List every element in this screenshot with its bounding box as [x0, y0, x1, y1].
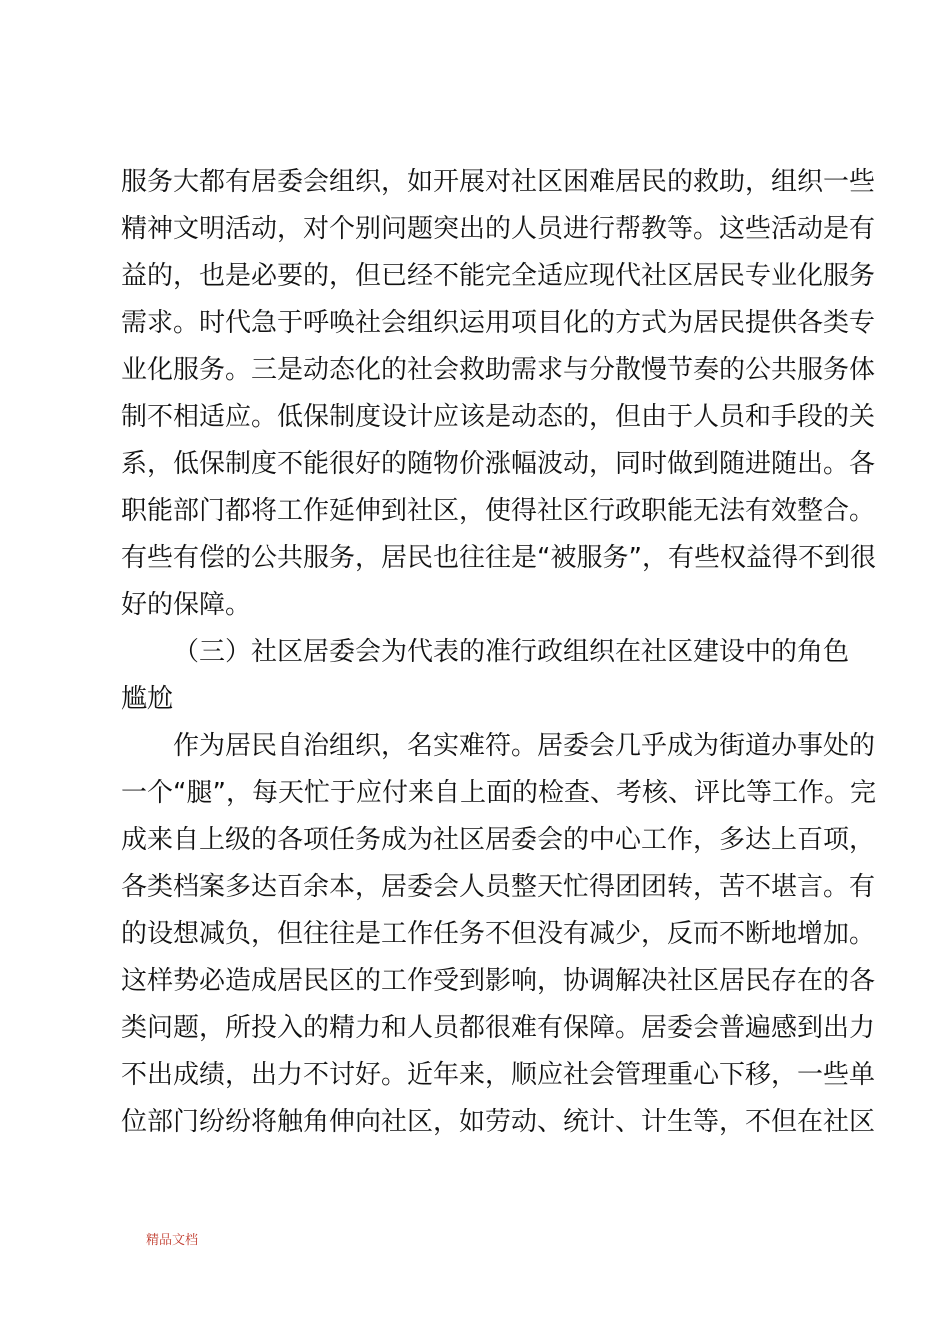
text-line: 各类档案多达百余本，居委会人员整天忙得团团转，苦不堪言。有 — [121, 872, 876, 902]
footer-watermark: 精品文档 — [146, 1233, 199, 1248]
text-line: 有些有偿的公共服务，居民也往往是“被服务”，有些权益得不到很 — [121, 543, 876, 573]
text-line: 位部门纷纷将触角伸向社区，如劳动、统计、计生等，不但在社区 — [121, 1107, 876, 1137]
section-heading: （三）社区居委会为代表的准行政组织在社区建设中的角色 — [173, 637, 850, 667]
text-line: 作为居民自治组织，名实难符。居委会几乎成为街道办事处的 — [173, 731, 876, 761]
text-line: 精神文明活动，对个别问题突出的人员进行帮教等。这些活动是有 — [121, 214, 876, 244]
text-line: 益的，也是必要的，但已经不能完全适应现代社区居民专业化服务 — [121, 261, 876, 291]
text-line: 系，低保制度不能很好的随物价涨幅波动，同时做到随进随出。各 — [121, 449, 876, 479]
text-line: 好的保障。 — [121, 590, 252, 620]
text-line: 职能部门都将工作延伸到社区，使得社区行政职能无法有效整合。 — [121, 496, 876, 526]
text-line: 的设想减负，但往往是工作任务不但没有减少，反而不断地增加。 — [121, 919, 876, 949]
text-line: 一个“腿”，每天忙于应付来自上面的检查、考核、评比等工作。完 — [121, 778, 876, 808]
text-line: 需求。时代急于呼唤社会组织运用项目化的方式为居民提供各类专 — [121, 308, 876, 338]
section-heading-continued: 尴尬 — [121, 684, 174, 714]
text-line: 这样势必造成居民区的工作受到影响，协调解决社区居民存在的各 — [121, 966, 876, 996]
text-line: 制不相适应。低保制度设计应该是动态的，但由于人员和手段的关 — [121, 402, 876, 432]
text-line: 业化服务。三是动态化的社会救助需求与分散慢节奏的公共服务体 — [121, 355, 876, 385]
text-line: 服务大都有居委会组织，如开展对社区困难居民的救助，组织一些 — [121, 167, 876, 197]
text-line: 类问题，所投入的精力和人员都很难有保障。居委会普遍感到出力 — [121, 1013, 876, 1043]
text-line: 不出成绩，出力不讨好。近年来，顺应社会管理重心下移，一些单 — [121, 1060, 876, 1090]
text-line: 成来自上级的各项任务成为社区居委会的中心工作，多达上百项， — [121, 825, 876, 855]
